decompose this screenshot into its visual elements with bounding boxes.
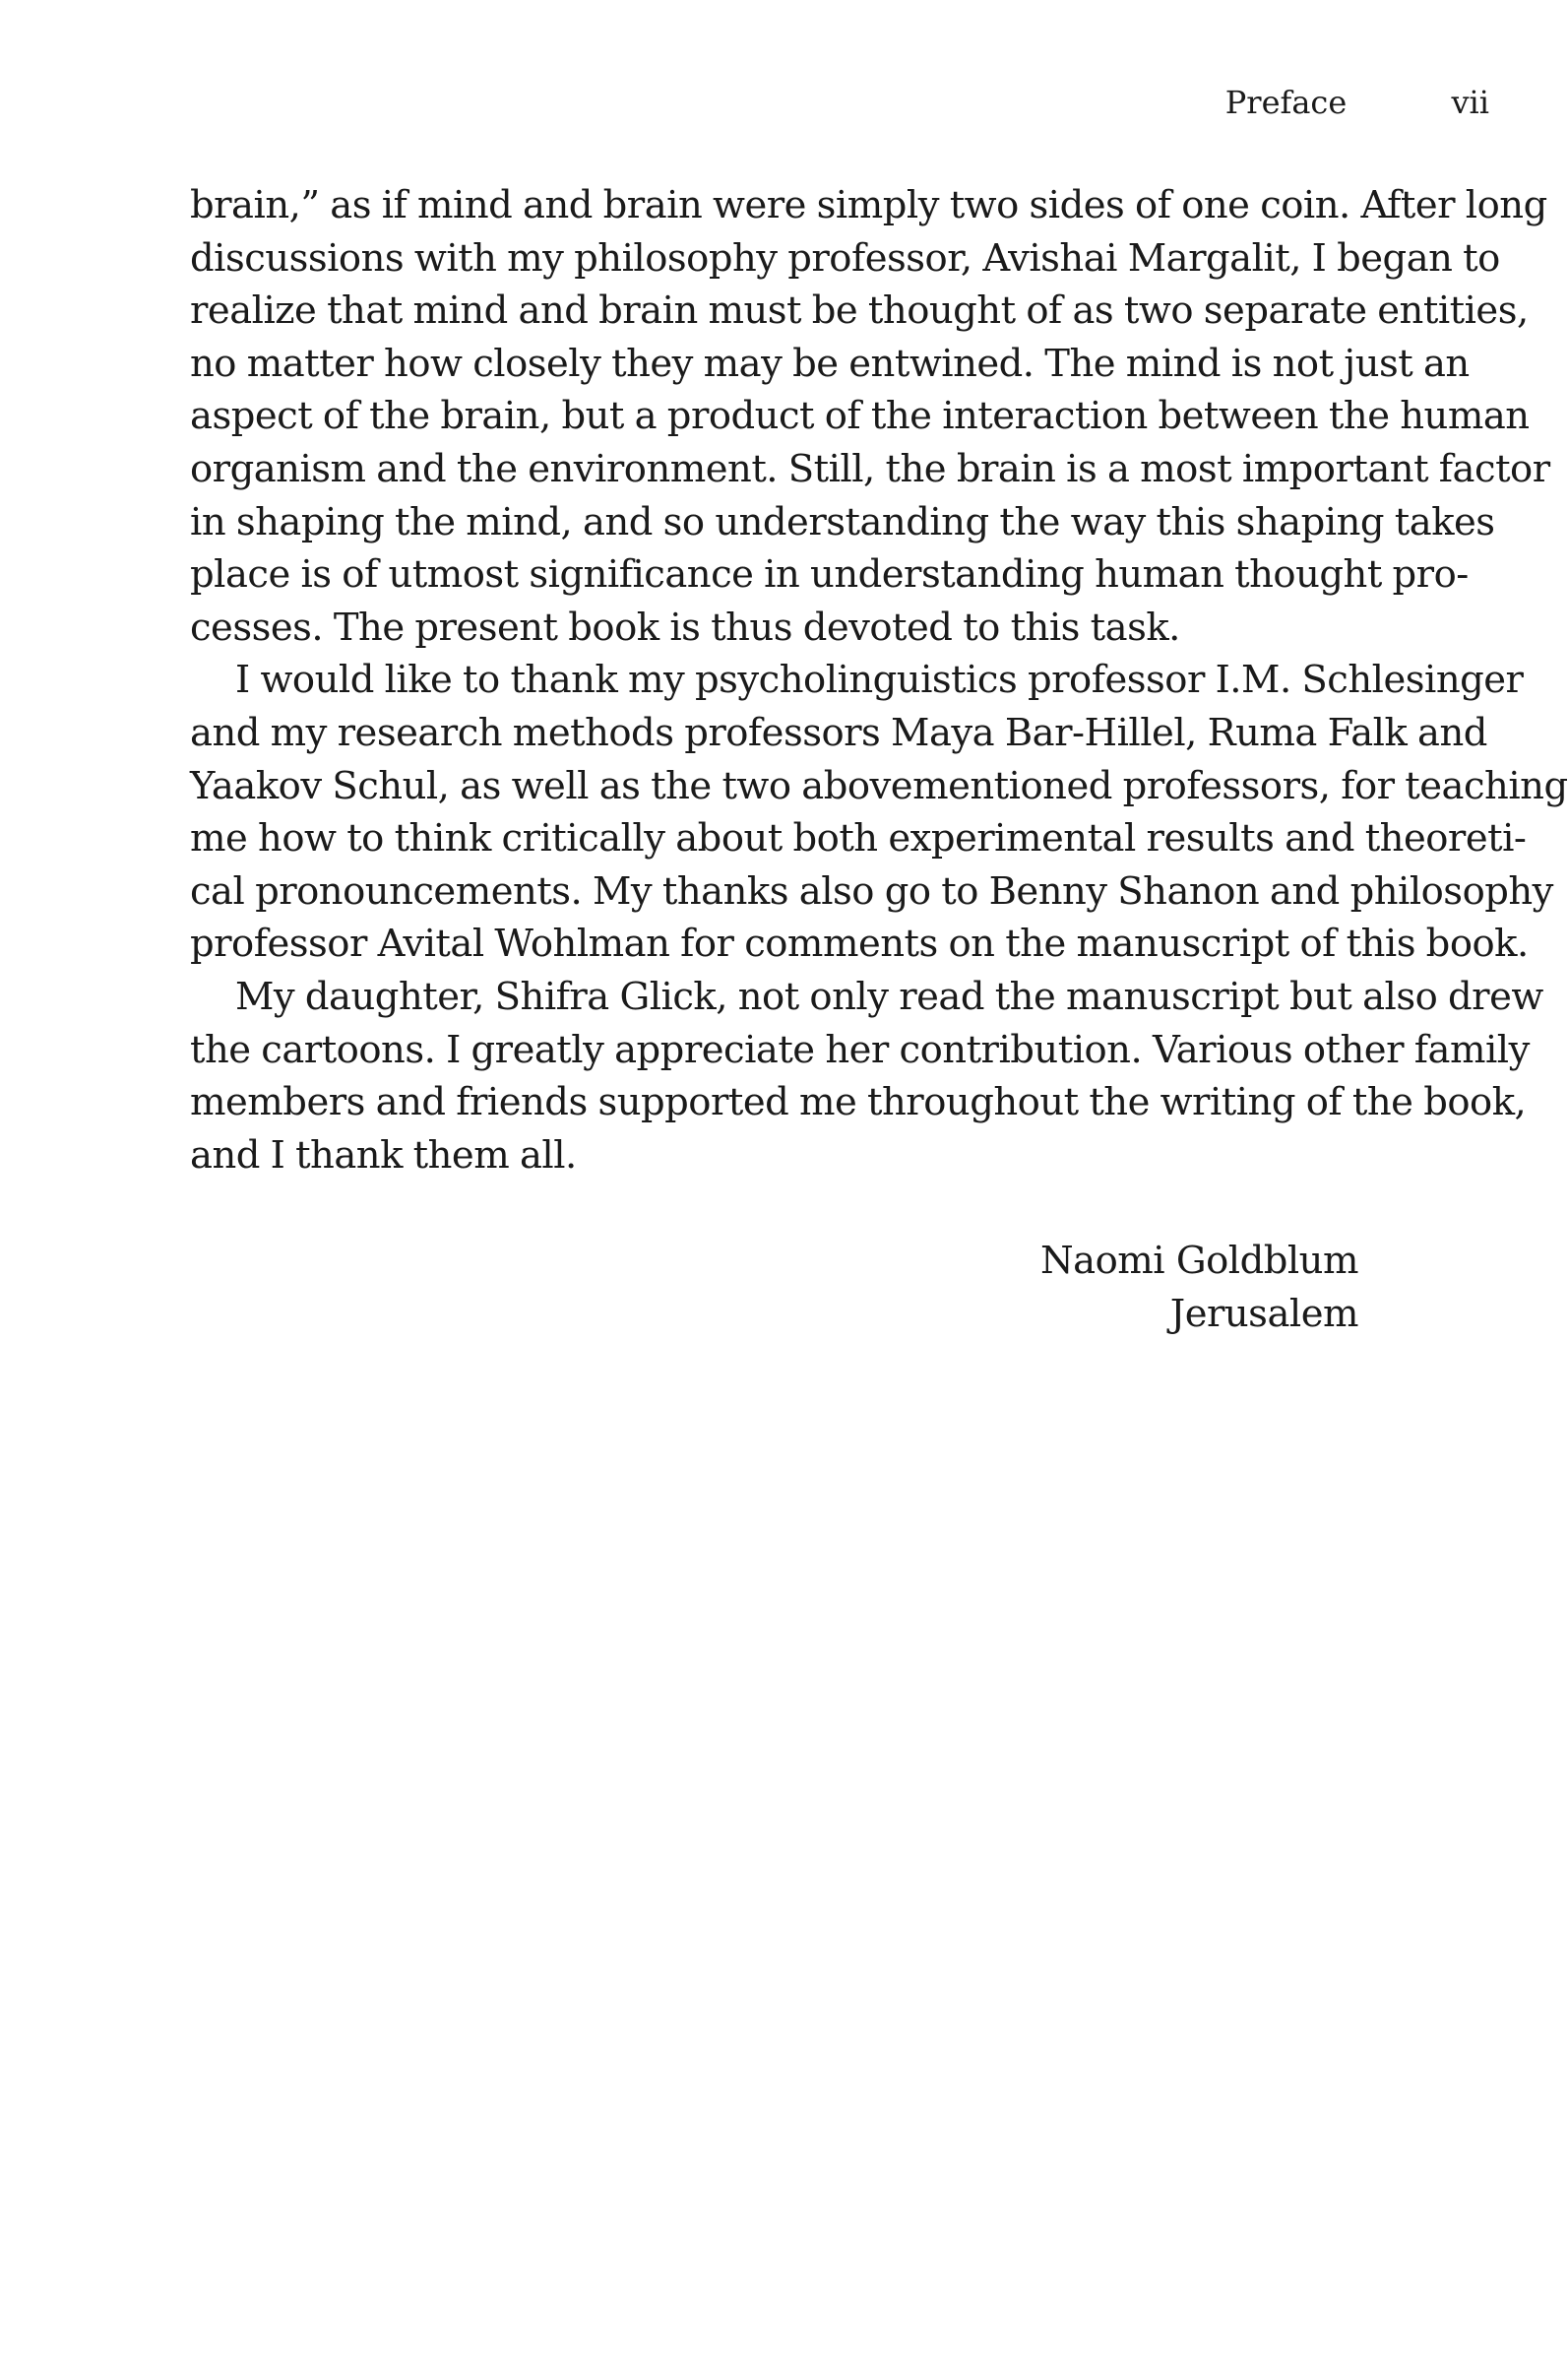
text-line: no matter how closely they may be entwined. The mind is not just an: [190, 341, 1470, 386]
text-line: place is of utmost significance in understanding human thought pro-: [190, 552, 1469, 598]
text-line: and I thank them all.: [190, 1132, 577, 1178]
text-line: organism and the environment. Still, the brain is a most important factor: [190, 446, 1550, 491]
text-line: discussions with my philosophy professor, Avishai Margalit, I began to: [190, 235, 1500, 281]
author-signature: [1040, 1235, 1358, 1340]
text-line: the cartoons. I greatly appreciate her contribution. Various other family: [190, 1027, 1530, 1072]
text-line: cal pronouncements. My thanks also go to Benny Shanon and philosophy: [190, 868, 1553, 914]
paragraph: [190, 971, 1543, 1182]
text-line: me how to think critically about both experimental results and theoreti-: [190, 816, 1527, 862]
text-line: My daughter, Shifra Glick, not only read the manuscript but also drew: [235, 974, 1543, 1019]
paragraph: [190, 179, 1550, 654]
author-location: Jerusalem: [1169, 1291, 1358, 1336]
page-number: vii: [1451, 84, 1489, 121]
text-line: aspect of the brain, but a product of the interaction between the human: [190, 394, 1530, 439]
text-line: Yaakov Schul, as well as the two abovementioned professors, for teaching: [190, 763, 1568, 808]
text-line: I would like to thank my psycholinguistics professor I.M. Schlesinger: [235, 658, 1524, 703]
text-line: realize that mind and brain must be thought of as two separate entities,: [190, 288, 1529, 334]
text-line: members and friends supported me throughout the writing of the book,: [190, 1080, 1527, 1125]
text-line: cesses. The present book is thus devoted to this task.: [190, 605, 1180, 650]
text-line: professor Avital Wohlman for comments on the manuscript of this book.: [190, 922, 1529, 967]
text-line: brain,” as if mind and brain were simply two sides of one coin. After long: [190, 183, 1547, 227]
text-line: in shaping the mind, and so understanding the way this shaping takes: [190, 499, 1495, 544]
text-line: and my research methods professors Maya Bar-Hillel, Ruma Falk and: [190, 710, 1487, 755]
running-head-section-title: Preface: [1224, 84, 1348, 121]
preface-body-text: [190, 179, 1568, 1182]
author-name: Naomi Goldblum: [1039, 1239, 1358, 1283]
paragraph: [190, 654, 1568, 971]
running-head: [1225, 83, 1489, 122]
